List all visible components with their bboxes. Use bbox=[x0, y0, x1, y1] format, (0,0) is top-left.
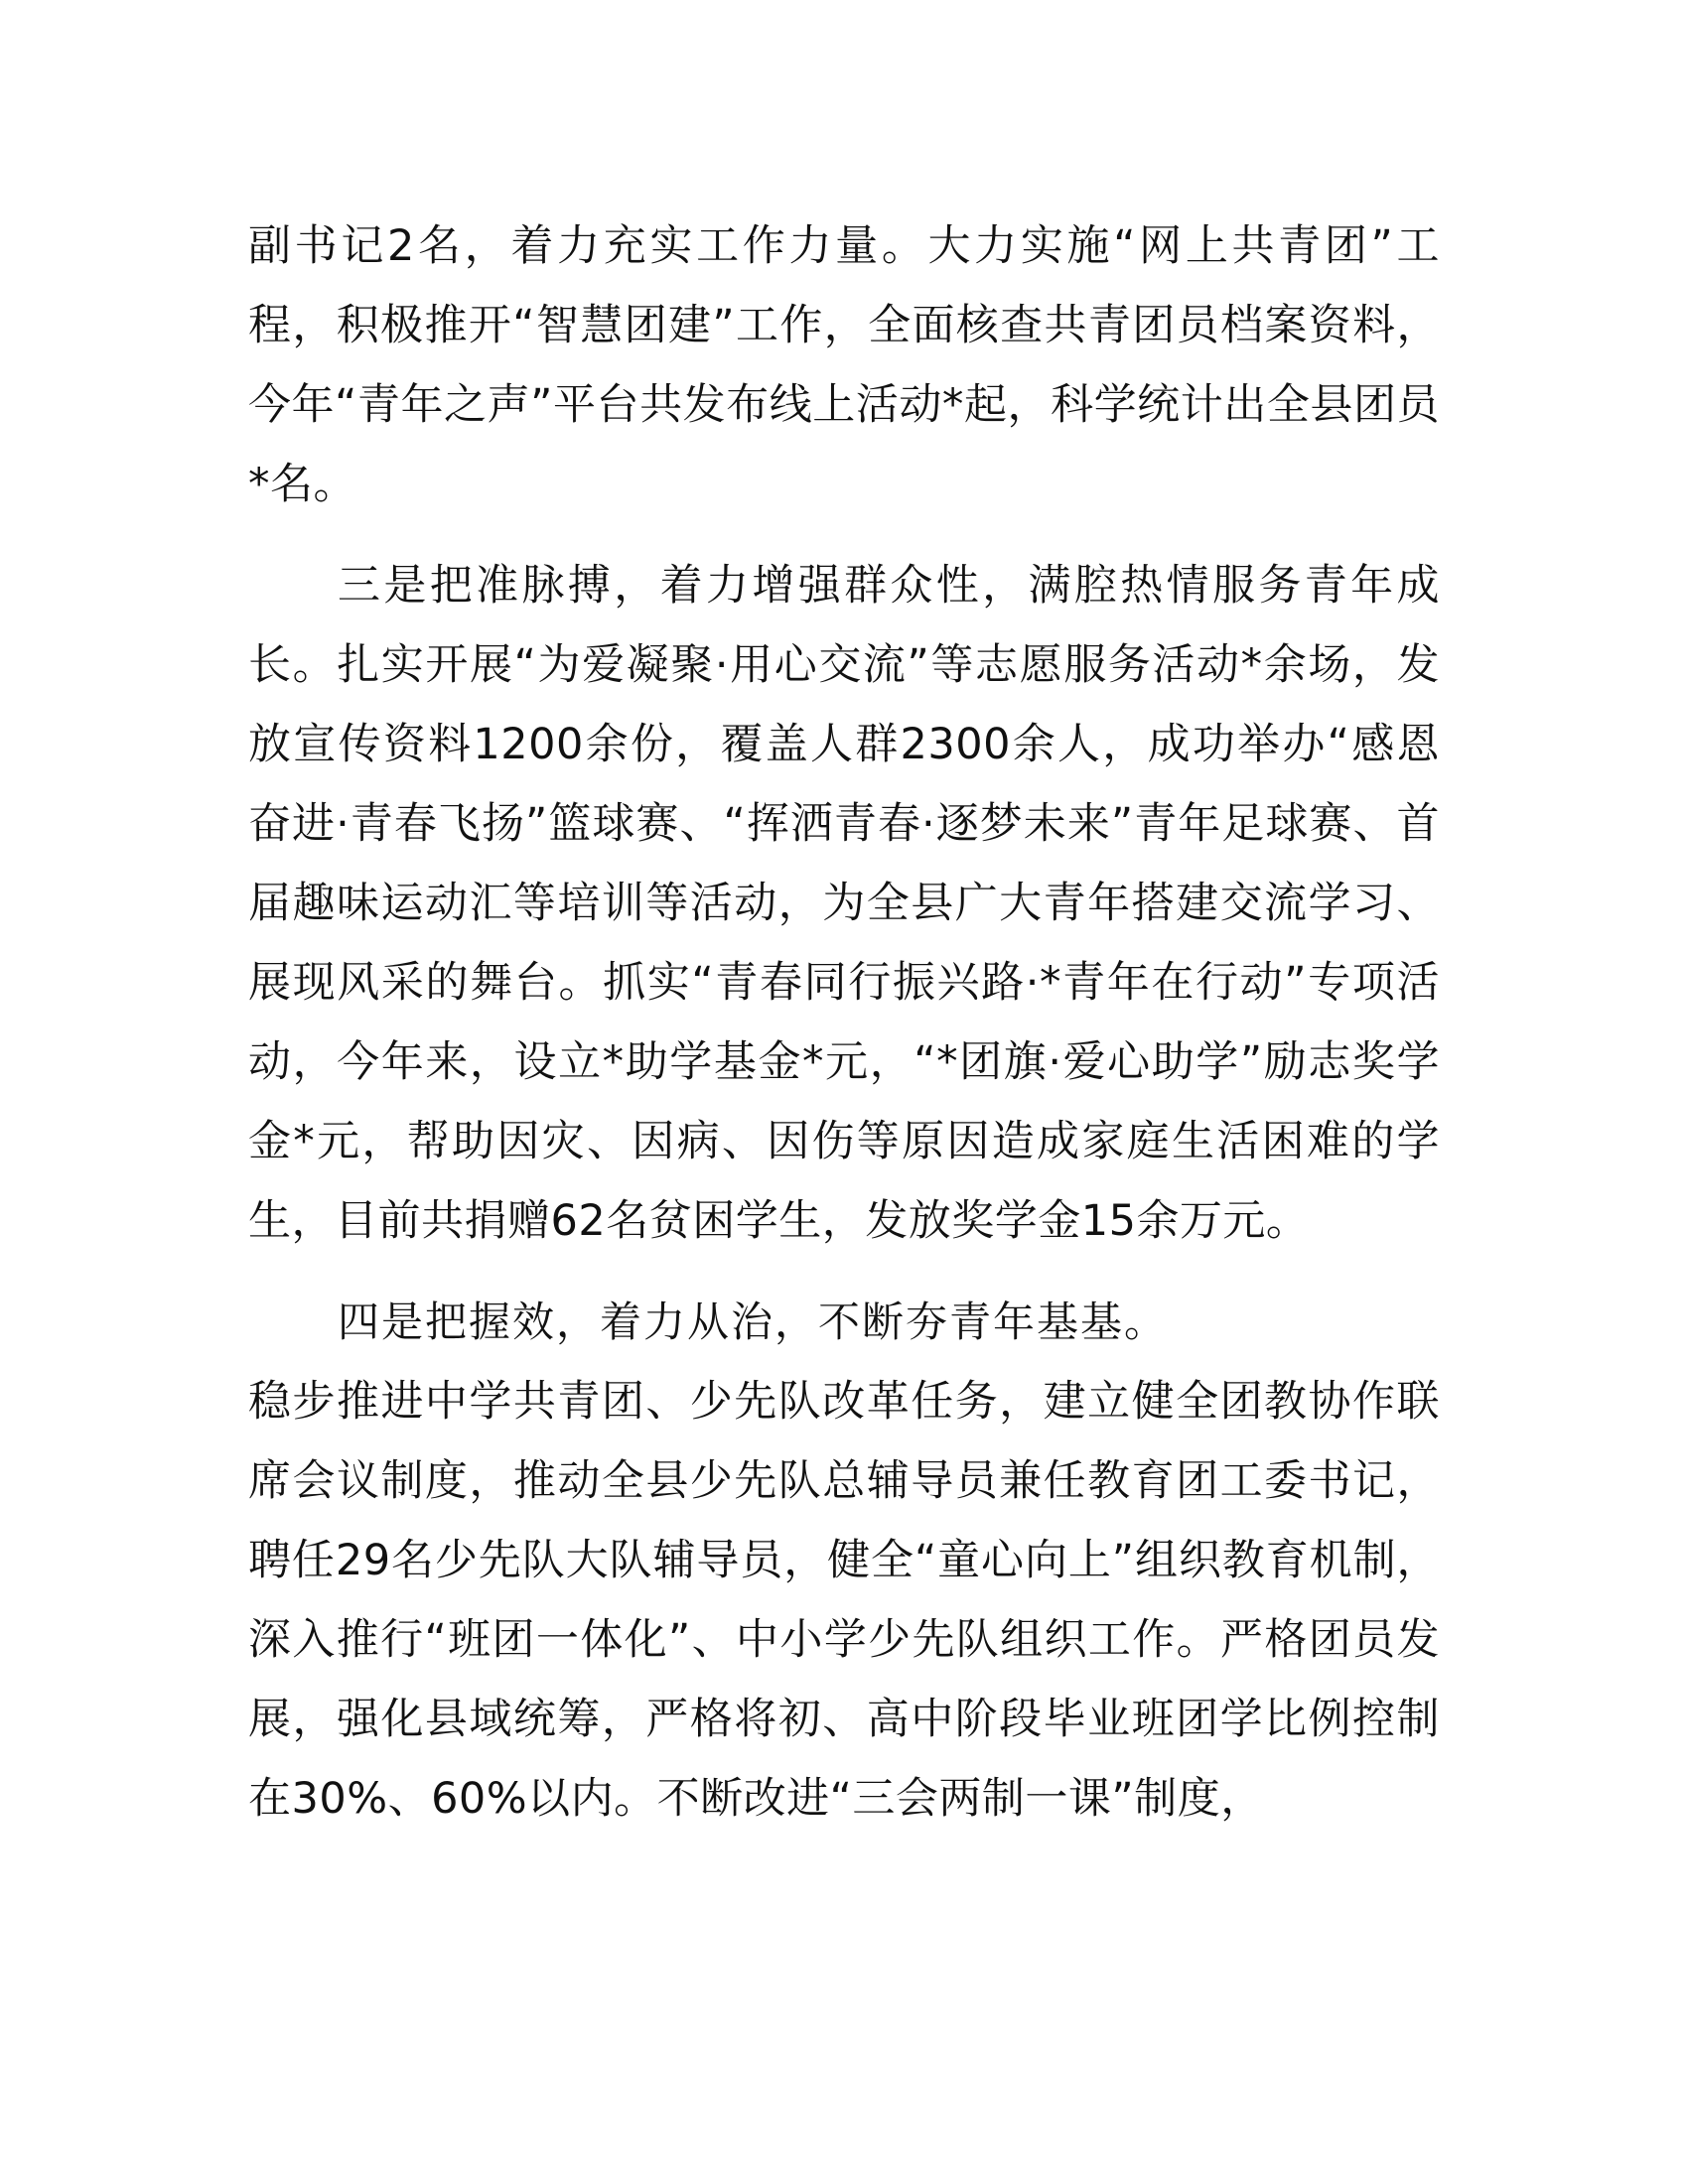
document-body bbox=[248, 206, 1440, 1839]
paragraph-continuation: 副书记2名，着力充实工作力量。大力实施“网上共青团”工程，积极推开“智慧团建”工作，全面核查共青团员档案资料，今年“青年之声”平台共发布线上活动*起，科学统计出全县团员*名。 bbox=[248, 221, 1440, 509]
paragraph-three: 三是把准脉搏，着力增强群众性，满腔热情服务青年成长。扎实开展“为爱凝聚·用心交流”等志愿服务活动*余场，发放宣传资料1200余份，覆盖人群2300余人，成功举办“感恩奋进·青春飞扬”篮球赛、“挥洒青春·逐梦未来”青年足球赛、首届趣味运动汇等培训等活动，为全县广大青年搭建交流学习、展现风采的舞台。抓实“青春同行振兴路·*青年在行动”专项活动，今年来，设立*助学基金*元，“*团旗·爱心助学”励志奖学金*元，帮助因灾、因病、因伤等原因造成家庭生活困难的学生，目前共捐赠62名贫困学生，发放奖学金15余万元。 bbox=[248, 561, 1440, 1246]
paragraph-four-body: 稳步推进中学共青团、少先队改革任务，建立健全团教协作联席会议制度，推动全县少先队总辅导员兼任教育团工委书记，聘任29名少先队大队辅导员，健全“童心向上”组织教育机制，深入推行“班团一体化”、中小学少先队组织工作。严格团员发展，强化县域统筹，严格将初、高中阶段毕业班团学比例控制在30%、60%以内。不断改进“三会两制一课”制度， bbox=[248, 1377, 1440, 1824]
paragraph-four-heading: 四是把握效，着力从治，不断夯青年基基。 bbox=[338, 1297, 1169, 1346]
